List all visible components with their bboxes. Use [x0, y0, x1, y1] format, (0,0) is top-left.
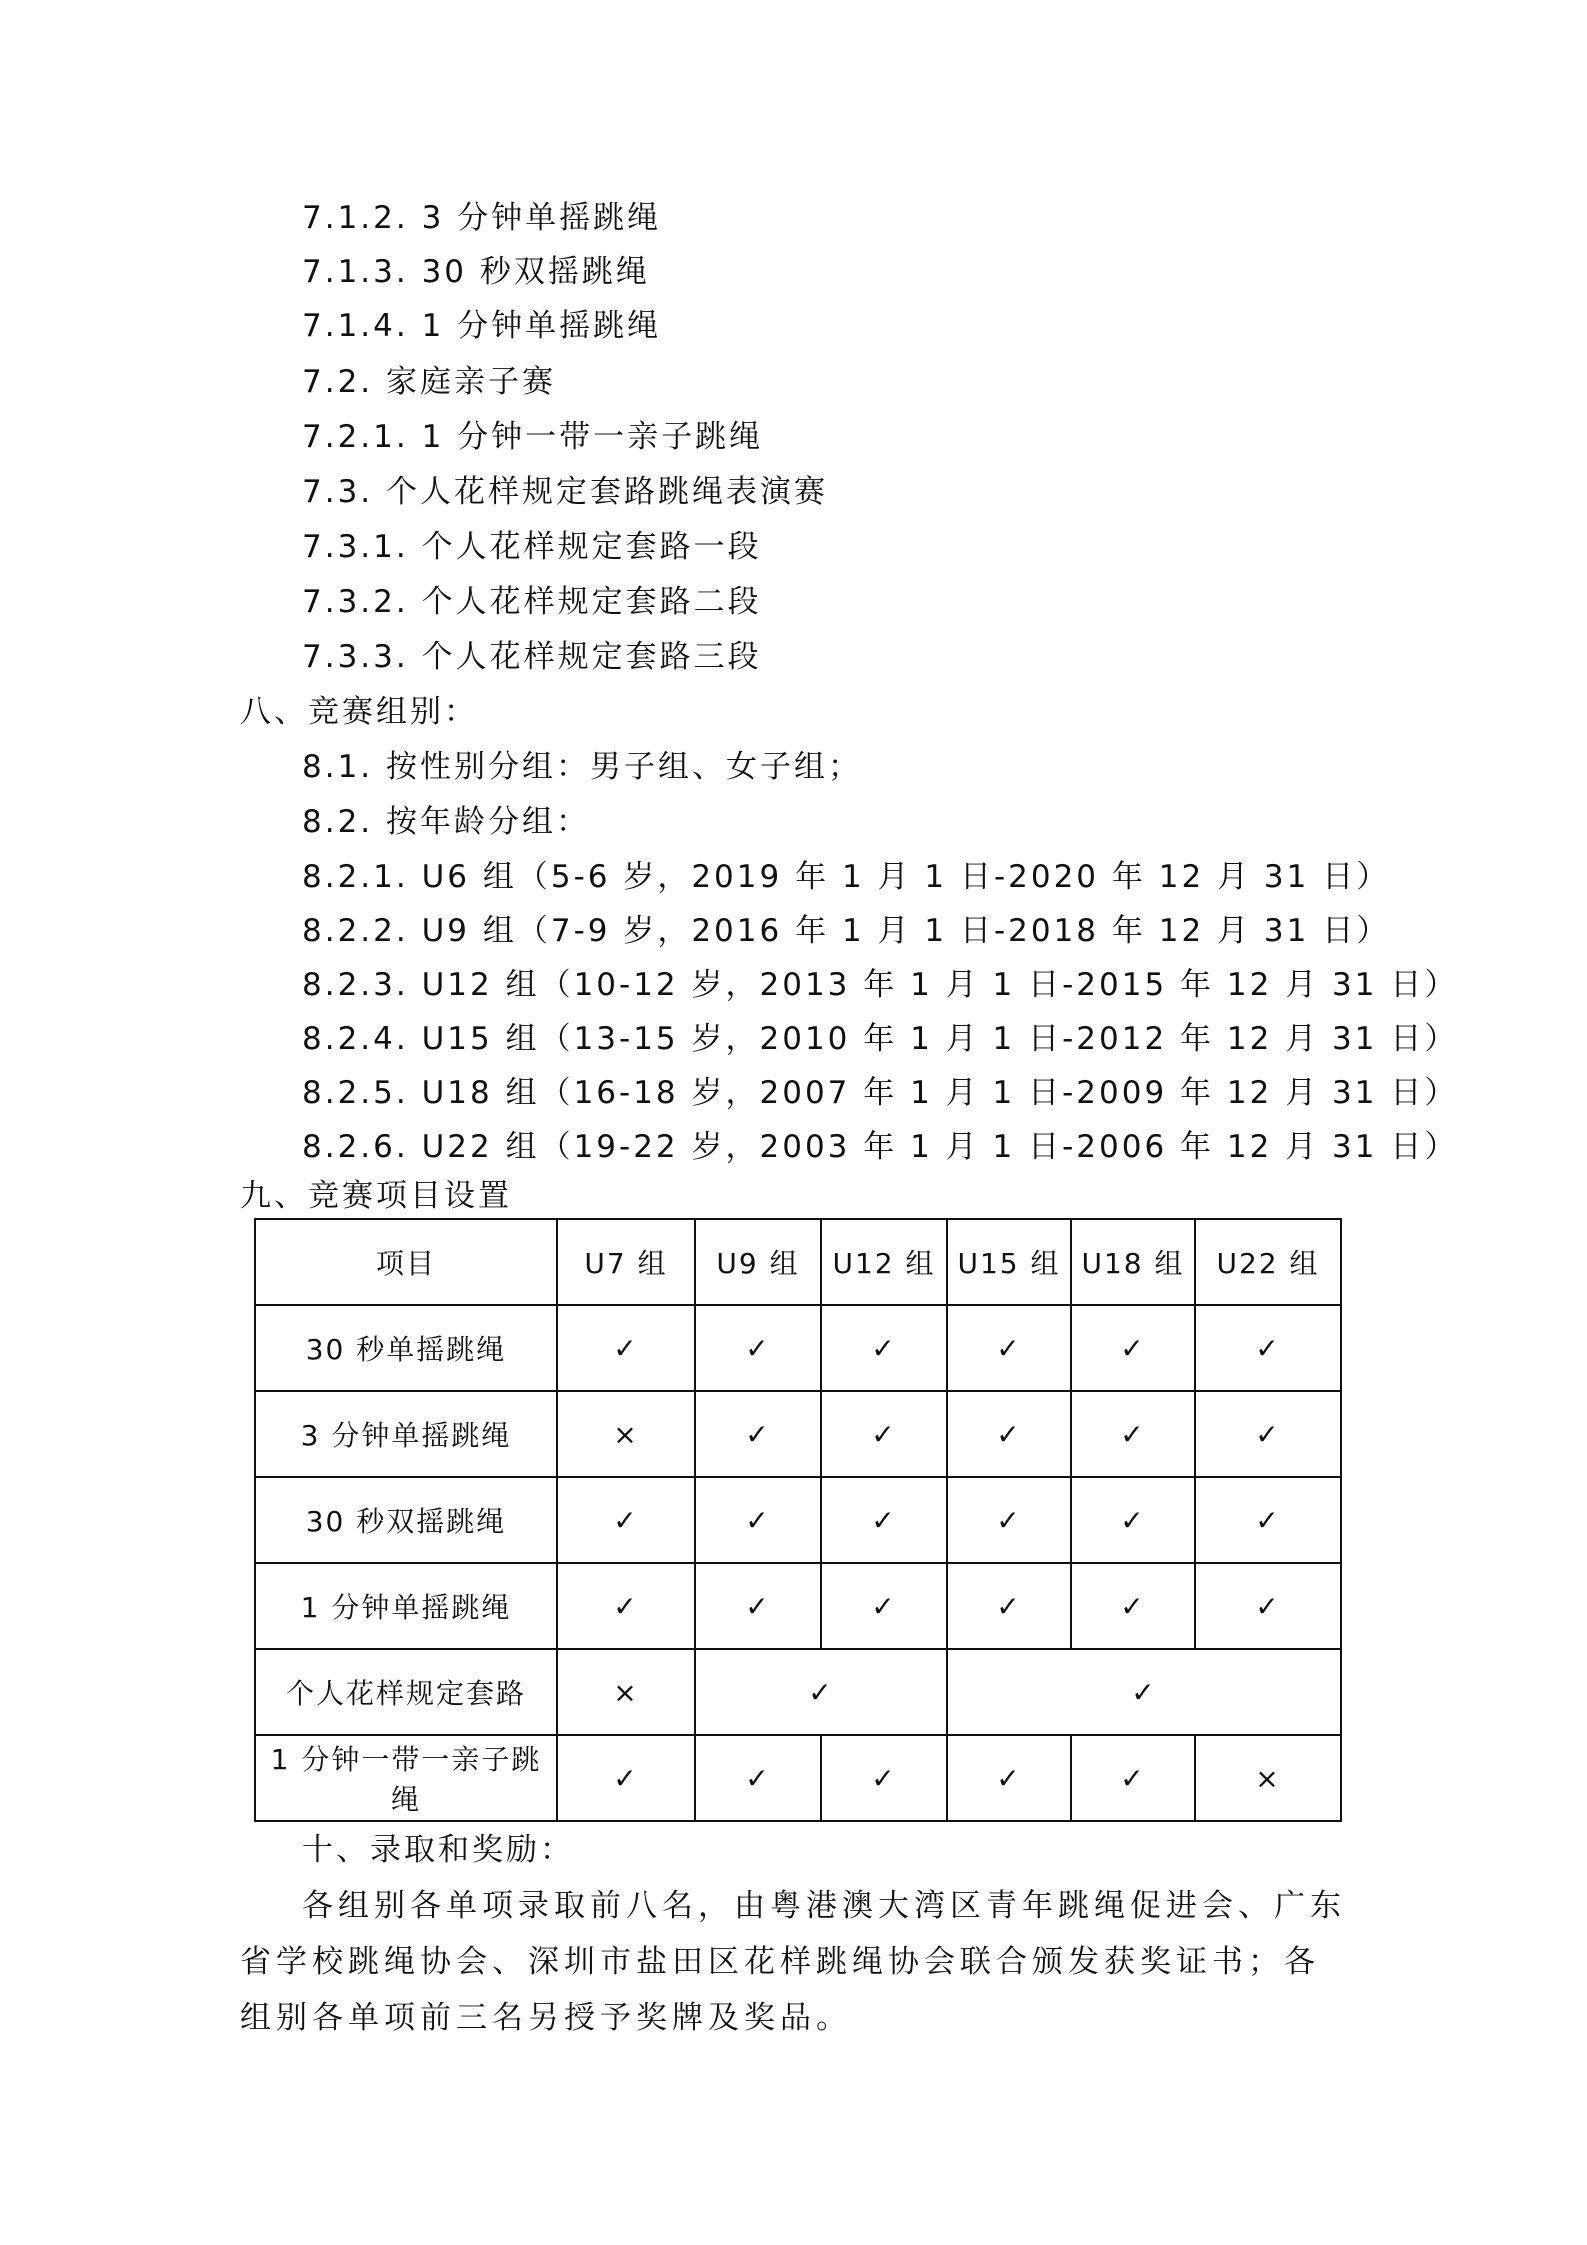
outline-item: 7.3.1. 个人花样规定套路一段 [302, 529, 762, 565]
status-mark: × [1195, 1735, 1341, 1821]
section-item: 8.2. 按年龄分组： [302, 804, 591, 840]
status-mark: ✓ [947, 1477, 1071, 1563]
section-heading: 八、竞赛组别： [240, 694, 478, 730]
table-row [255, 1477, 1341, 1563]
table-header: 项目 [255, 1219, 557, 1305]
status-mark: ✓ [557, 1563, 695, 1649]
table-row [255, 1563, 1341, 1649]
status-mark: ✓ [821, 1477, 947, 1563]
status-mark: ✓ [695, 1305, 821, 1391]
status-mark: ✓ [821, 1735, 947, 1821]
section-item: 8.2.4. U15 组（13-15 岁，2010 年 1 月 1 日-2012 年 12 月 31 日） [302, 1021, 1459, 1057]
event-name: 30 秒双摇跳绳 [255, 1477, 557, 1563]
status-mark: ✓ [1071, 1563, 1195, 1649]
status-mark: ✓ [1071, 1477, 1195, 1563]
status-mark: ✓ [695, 1735, 821, 1821]
status-mark: ✓ [1195, 1391, 1341, 1477]
status-mark: ✓ [821, 1391, 947, 1477]
outline-item: 7.3. 个人花样规定套路跳绳表演赛 [302, 474, 829, 510]
table-header: U18 组 [1071, 1219, 1195, 1305]
section-item: 8.1. 按性别分组：男子组、女子组； [302, 749, 863, 785]
section-item: 8.2.6. U22 组（19-22 岁，2003 年 1 月 1 日-2006 年 12 月 31 日） [302, 1129, 1459, 1165]
status-mark: ✓ [947, 1391, 1071, 1477]
status-mark: ✓ [1195, 1563, 1341, 1649]
status-mark: ✓ [1195, 1305, 1341, 1391]
table-row [255, 1391, 1341, 1477]
table-row [255, 1735, 1341, 1821]
event-table [254, 1218, 1342, 1822]
event-name: 个人花样规定套路 [255, 1649, 557, 1735]
section-item: 8.2.5. U18 组（16-18 岁，2007 年 1 月 1 日-2009 年 12 月 31 日） [302, 1075, 1459, 1111]
table-row [255, 1305, 1341, 1391]
status-mark: ✓ [947, 1649, 1341, 1735]
status-mark: ✓ [557, 1735, 695, 1821]
outline-item: 7.3.2. 个人花样规定套路二段 [302, 584, 762, 620]
status-mark: ✓ [695, 1563, 821, 1649]
status-mark: ✓ [947, 1305, 1071, 1391]
event-name: 1 分钟一带一亲子跳绳 [255, 1735, 557, 1821]
status-mark: ✓ [947, 1563, 1071, 1649]
status-mark: ✓ [695, 1477, 821, 1563]
table-header: U15 组 [947, 1219, 1071, 1305]
table-header: U9 组 [695, 1219, 821, 1305]
table-row [255, 1649, 1341, 1735]
section-paragraph: 各组别各单项录取前八名，由粤港澳大湾区青年跳绳促进会、广东省学校跳绳协会、深圳市盐田区花样跳绳协会联合颁发获奖证书；各组别各单项前三名另授予奖牌及奖品。 [240, 1888, 1346, 2036]
outline-item: 7.2. 家庭亲子赛 [302, 364, 557, 400]
status-mark: ✓ [821, 1305, 947, 1391]
outline-item: 7.3.3. 个人花样规定套路三段 [302, 639, 762, 675]
section-item: 8.2.3. U12 组（10-12 岁，2013 年 1 月 1 日-2015 年 12 月 31 日） [302, 967, 1459, 1003]
status-mark: ✓ [557, 1305, 695, 1391]
section-heading: 九、竞赛项目设置 [240, 1178, 512, 1214]
event-name: 30 秒单摇跳绳 [255, 1305, 557, 1391]
event-name: 3 分钟单摇跳绳 [255, 1391, 557, 1477]
status-mark: ✓ [1195, 1477, 1341, 1563]
status-mark: ✓ [821, 1563, 947, 1649]
outline-item: 7.1.2. 3 分钟单摇跳绳 [302, 200, 662, 236]
status-mark: ✓ [695, 1391, 821, 1477]
outline-item: 7.2.1. 1 分钟一带一亲子跳绳 [302, 419, 764, 455]
status-mark: × [557, 1649, 695, 1735]
outline-item: 7.1.4. 1 分钟单摇跳绳 [302, 308, 662, 344]
section-item: 8.2.2. U9 组（7-9 岁，2016 年 1 月 1 日-2018 年 12 月 31 日） [302, 913, 1391, 949]
status-mark: × [557, 1391, 695, 1477]
status-mark: ✓ [947, 1735, 1071, 1821]
status-mark: ✓ [695, 1649, 947, 1735]
event-name: 1 分钟单摇跳绳 [255, 1563, 557, 1649]
section-item: 8.2.1. U6 组（5-6 岁，2019 年 1 月 1 日-2020 年 12 月 31 日） [302, 859, 1391, 895]
section-heading: 十、录取和奖励： [302, 1832, 574, 1868]
table-header: U22 组 [1195, 1219, 1341, 1305]
status-mark: ✓ [1071, 1305, 1195, 1391]
status-mark: ✓ [1071, 1735, 1195, 1821]
status-mark: ✓ [557, 1477, 695, 1563]
table-header-row [255, 1219, 1341, 1305]
status-mark: ✓ [1071, 1391, 1195, 1477]
outline-item: 7.1.3. 30 秒双摇跳绳 [302, 254, 650, 290]
table-header: U12 组 [821, 1219, 947, 1305]
table-header: U7 组 [557, 1219, 695, 1305]
